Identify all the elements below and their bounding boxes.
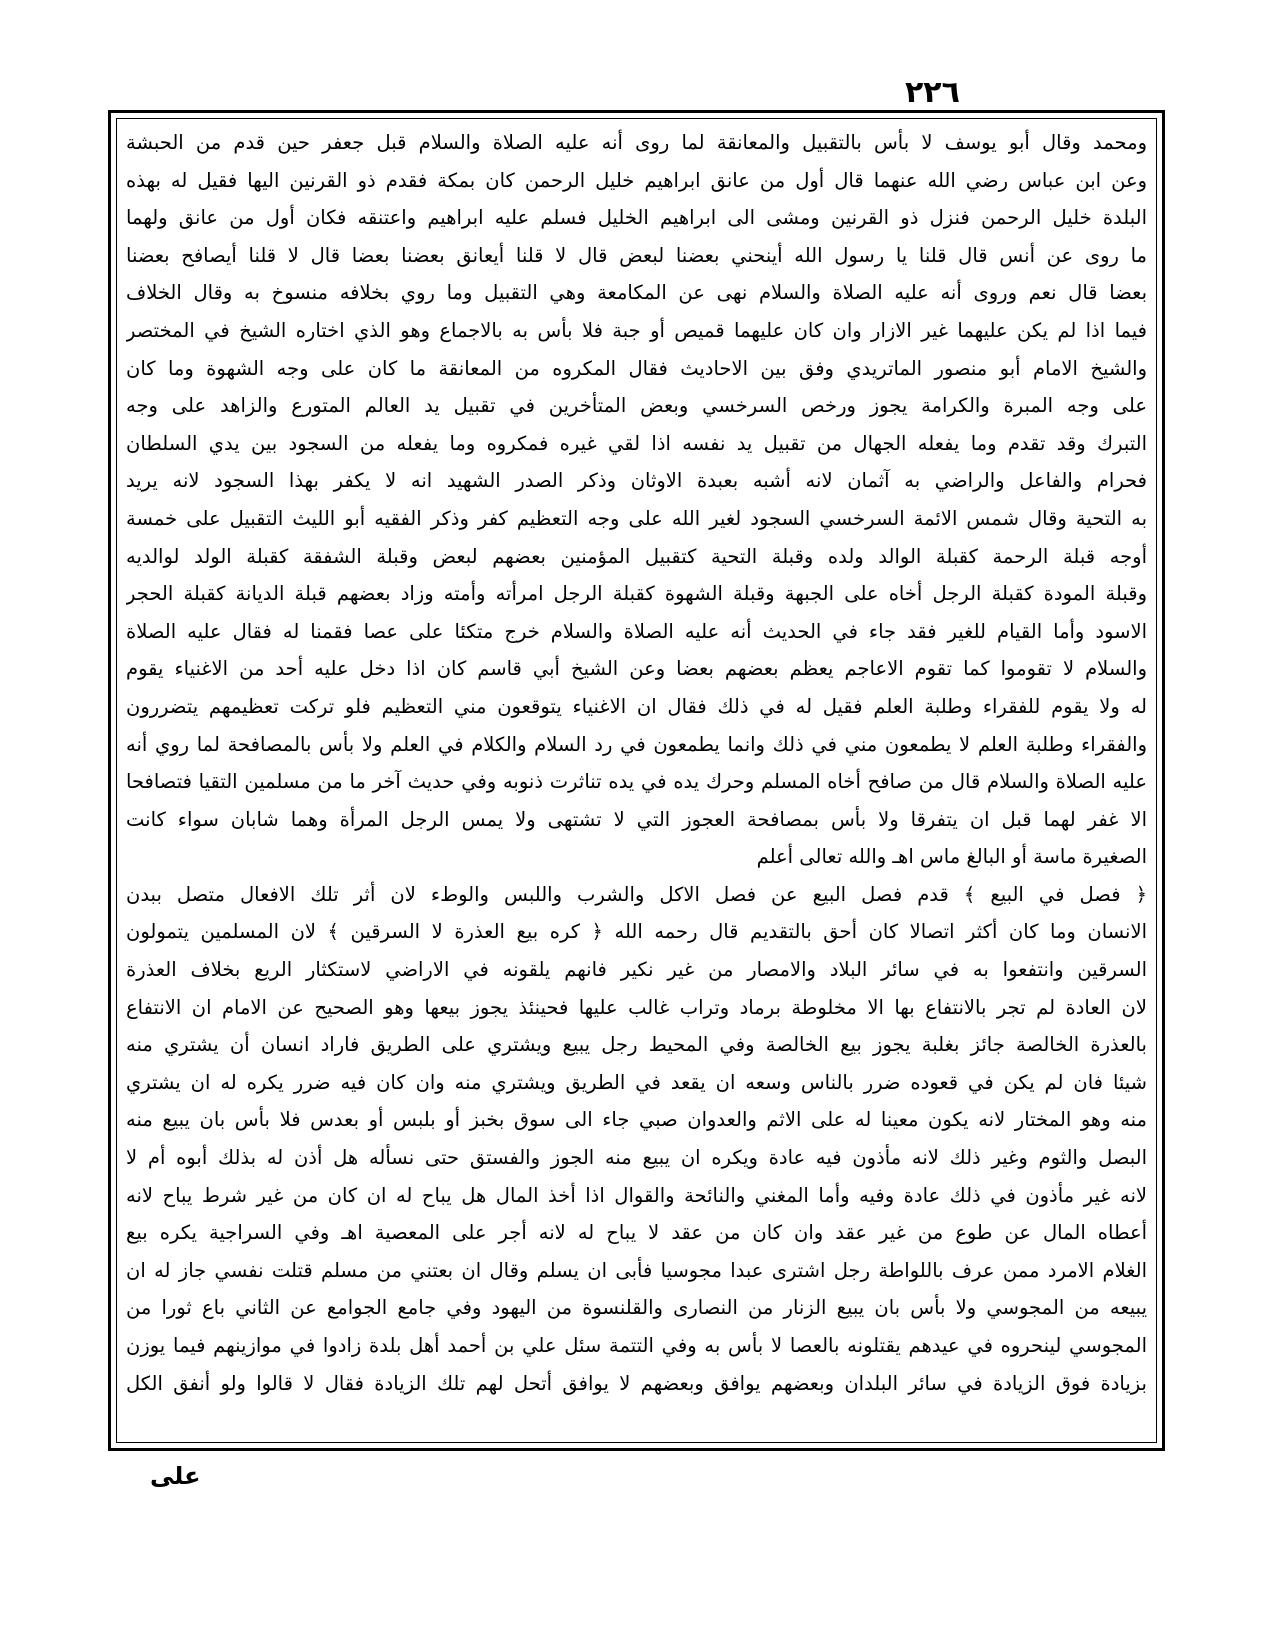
text-line: أوجه قبلة الرحمة كقبلة الوالد ولده وقبلة التحية كتقبيل المؤمنين بعضهم لبعض وقبلة الشفقة كقبلة الولد لوالديه: [126, 544, 1147, 568]
text-line: به التحية وقال شمس الائمة السرخسي السجود لغير الله على وجه التعظيم كفر وذكر الفقيه أبو الليث التقبيل على خمسة: [126, 506, 1147, 530]
text-line: الا غفر لهما قبل ان يتفرقا ولا بأس بمصافحة العجوز التي لا تشتهى ولا يمس الرجل المرأة وهما شابان سواء كانت: [126, 807, 1147, 831]
text-line: البصل والثوم وغير ذلك لانه مأذون فيه عادة ويكره ان يبيع منه الجوز والفستق حتى نسأله هل أذن له بذلك أبوه أم لا: [126, 1146, 1147, 1170]
text-line: ومحمد وقال أبو يوسف لا بأس بالتقبيل والمعانقة لما روى أنه عليه الصلاة والسلام قبل جعفر حين قدم من الحبشة: [126, 131, 1147, 154]
text-line: أعطاه المال عن طوع من غير عقد وان كان من عقد لا يباح له لانه أجر على المعصية اهـ وفي السراجية يكره بيع: [126, 1221, 1147, 1245]
text-line: البلدة خليل الرحمن فنزل ذو القرنين ومشى الى ابراهيم الخليل فسلم عليه ابراهيم واعتنقه فكان أول من عانق ولهما: [126, 206, 1147, 230]
text-line: يبيعه من المجوسي ولا بأس بان يبيع الزنار من النصارى والقلنسوة من اليهود وفي جامع الجوامع عن الثاني باع ثورا من: [126, 1296, 1147, 1320]
text-line: على وجه المبرة والكرامة يجوز ورخص السرخسي وبعض المتأخرين في تقبيل يد العالم المتورع والزاهد على وجه: [126, 394, 1147, 418]
text-line: بزيادة فوق الزيادة في سائر البلدان وبعضهم يوافق وبعضهم لا يوافق أتحل لهم تلك الزيادة فقال لا قالوا ولو أنفق الكل: [126, 1371, 1147, 1395]
text-line: الاسود وأما القيام للغير فقد جاء في الحديث أنه عليه الصلاة والسلام خرج متكئا على عصا فقمنا له فقال عليه الصلاة: [126, 619, 1147, 643]
text-line: عليه الصلاة والسلام قال من صافح أخاه المسلم وحرك يده في يده تناثرت ذنوبه وفي حديث آخر ما من مسلمين التقيا فتصافحا: [126, 770, 1147, 794]
text-line: الغلام الامرد ممن عرف باللواطة رجل اشترى عبدا مجوسيا فأبى ان يسلم وقال ان بعتني من مسلم قتلت نفسي جاز له ان: [126, 1258, 1147, 1282]
text-line: لانه غير مأذون في ذلك عادة وفيه وأما المغني والنائحة والقوال اذا أخذ المال هل يباح له ان كان من غير شرط يباح لانه: [126, 1183, 1147, 1207]
text-line: الانسان وما كان أكثر اتصالا كان أحق بالتقديم قال رحمه الله ﴿ كره بيع العذرة لا السرقين ﴾ لان المسلمين يتمولون: [126, 920, 1147, 944]
text-line: لان العادة لم تجر بالانتفاع بها الا مخلوطة برماد وتراب غالب عليها فحينئذ يجوز بيعها وهو الصحيح عن الامام ان الانتفاع: [126, 995, 1147, 1019]
text-line: شيئا فان لم يكن في قعوده ضرر بالناس وسعه ان يقعد في الطريق ويشتري منه وان كان فيه ضرر يكره له ان يشتري: [126, 1070, 1147, 1094]
text-line: بالعذرة الخالصة جائز بغلبة يجوز بيع الخالصة وفي المحيط رجل يبيع ويشتري على الطريق فاراد انسان أن يشتري منه: [126, 1033, 1147, 1057]
text-line: ما روى عن أنس قال قلنا يا رسول الله أينحني بعضنا لبعض قال لا قلنا أيعانق بعضنا بعضا قال لا قلنا أيصافح بعضنا: [126, 243, 1147, 267]
text-line: المجوسي لينحروه في عيدهم يقتلونه بالعصا لا بأس به وفي التتمة سئل علي بن أحمد أهل بلدة زادوا في موازينهم فيما يوزن: [126, 1334, 1147, 1357]
text-line: له ولا يقوم للفقراء وطلبة العلم فقيل له في ذلك فقال ان الاغنياء يتوقعون مني التعظيم فلو تركت تعظيمهم يتضررون: [126, 694, 1147, 718]
text-line: فيما اذا لم يكن عليهما غير الازار وان كان عليهما قميص أو جبة فلا بأس به بالاجماع وهو الذي اختاره الشيخ في المختصر: [126, 318, 1147, 342]
text-line: ﴿ فصل في البيع ﴾ قدم فصل البيع عن فصل الاكل والشرب واللبس والوطء لان أثر تلك الافعال متصل ببدن: [126, 882, 1147, 906]
text-line: السرقين وانتفعوا به في سائر البلاد والامصار من غير نكير فانهم يلقونه في الاراضي لاستكثار الريع بخلاف العذرة: [126, 958, 1147, 982]
main-text: [126, 124, 1147, 1440]
text-line: الصغيرة ماسة أو البالغ ماس اهـ والله تعالى أعلم: [756, 845, 1147, 869]
text-line: والسلام لا تقوموا كما تقوم الاعاجم يعظم بعضهم بعضا وعن الشيخ أبي قاسم كان اذا دخل عليه أحد من الاغنياء يقوم: [126, 657, 1147, 681]
catchword: على: [150, 1462, 201, 1490]
text-line: التبرك وقد تقدم وما يفعله الجهال من تقبيل يد نفسه اذا لقي غيره فمكروه وما يفعله من السجود بين يدي السلطان: [126, 431, 1147, 455]
text-line: والشيخ الامام أبو منصور الماتريدي وفق بين الاحاديث فقال المكروه من المعانقة ما كان على وجه الشهوة وما كان: [126, 356, 1147, 380]
text-line: منه وهو المختار لانه يكون معينا له على الاثم والعدوان صبي جاء الى سوق بخبز أو بلبس أو بعدس فلا بأس بان يبيع منه: [126, 1108, 1147, 1132]
text-line: وعن ابن عباس رضي الله عنهما قال أول من عانق ابراهيم خليل الرحمن كان بمكة فقدم ذو القرنين اليها فقيل له بهذه: [126, 168, 1147, 192]
text-line: فحرام والفاعل والراضي به آثمان لانه أشبه بعبدة الاوثان وذكر الصدر الشهيد انه لا يكفر بهذا السجود لانه يريد: [126, 469, 1147, 493]
text-line: وقبلة المودة كقبلة الرجل أخاه على الجبهة وقبلة الشهوة كقبلة الرجل امرأته وأمته وزاد بعضهم قبلة الديانة كقبلة الحجر: [126, 582, 1147, 606]
page-number: ٢٢٦: [905, 75, 960, 110]
text-line: بعضا قال نعم وروى أنه عليه الصلاة والسلام نهى عن المكامعة وهي التقبيل وما روي بخلافه منسوخ به وقال الخلاف: [126, 281, 1147, 305]
text-line: والفقراء وطلبة العلم لا يطمعون مني في ذلك وانما يطمعون في رد السلام والكلام في العلم ولا بأس بالمصافحة لما روي أنه: [126, 732, 1147, 756]
